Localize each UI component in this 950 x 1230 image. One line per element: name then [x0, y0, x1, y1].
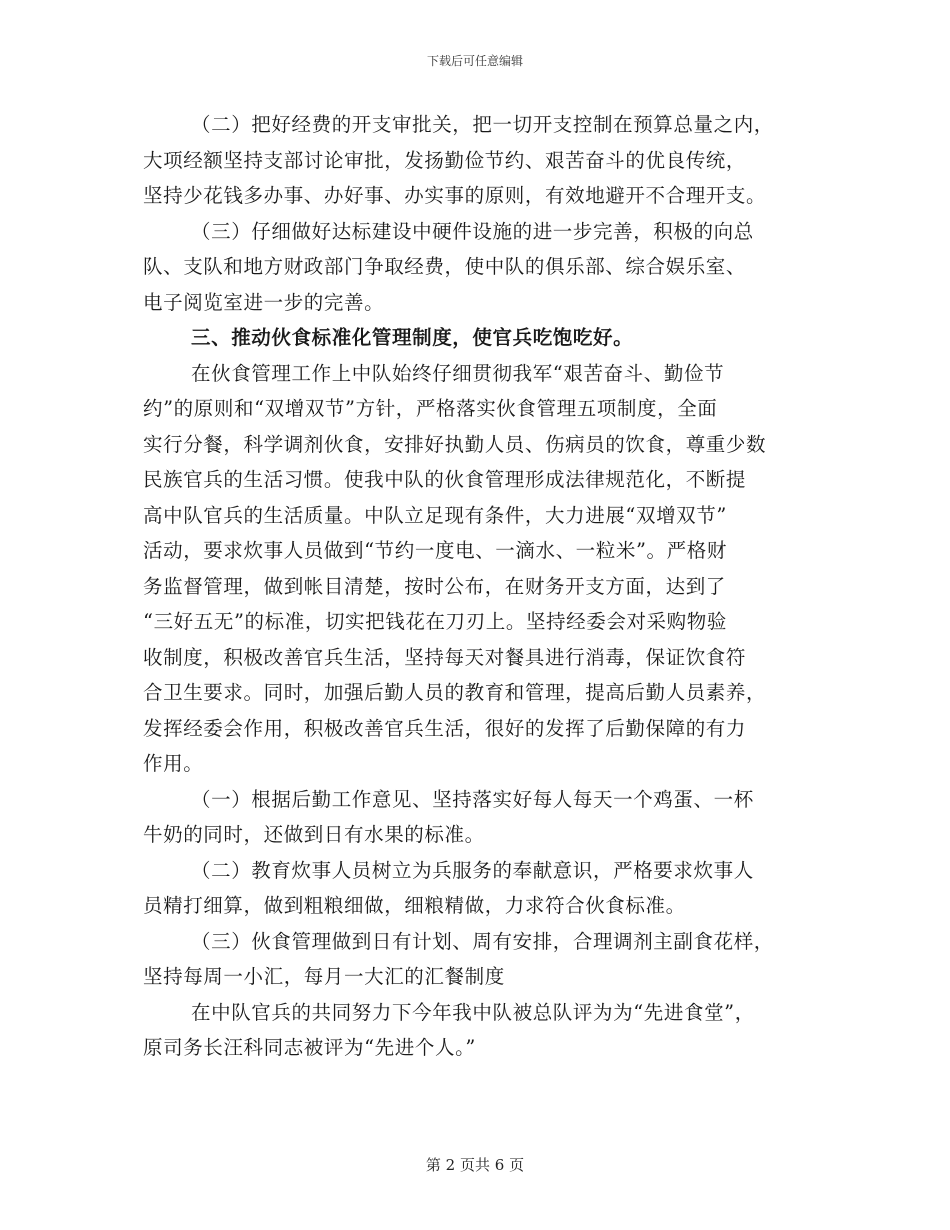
paragraph-award: 在中队官兵的共同努力下今年我中队被总队评为为“先进食堂”， 原司务长汪科同志被评为“先进个人。” — [143, 1000, 755, 1059]
paragraph-food-management: 在伙食管理工作上中队始终仔细贯彻我军“艰苦奋斗、勤俭节 约”的原则和“双增双节”方针，严格落实伙食管理五项制度，全面 实行分餐，科学调剂伙食，安排好执勤人员、伤病员的饮食，尊重少数 民族官兵的生活习惯。使我中队的伙食管理形成法律规范化，不断提 高中队官兵的生活质量。中队立足现有条件，大力进展“双增双节” 活动，要求炊事人员做到“节约一度电、一滴水、一粒米”。严格财 务监督管理，做到帐目清楚，按时公布，在财务开支方面，达到了 “三好五无”的标准，切实把钱花在刀刃上。坚持经委会对采购物验 收制度，积极改善官兵生活，坚持每天对餐具进行消毒，保证饮食符 合卫生要求。同时，加强后勤人员的教育和管理，提高后勤人员素养， 发挥经委会作用，积极改善官兵生活，很好的发挥了后勤保障的有力 作用。 — [143, 361, 767, 775]
paragraph-meal-planning: （三）伙食管理做到日有计划、周有安排，合理调剂主副食花样， 坚持每周一小汇，每月一大汇的汇餐制度 — [143, 929, 774, 988]
paragraph-cook-education: （二）教育炊事人员树立为兵服务的奉献意识，严格要求炊事人 员精打细算，做到粗粮细做，细粮精做，力求符合伙食标准。 — [143, 858, 754, 917]
page-footer: 第 2 页共 6 页 — [425, 1156, 525, 1174]
paragraph-budget-approval: （二）把好经费的开支审批关，把一切开支控制在预算总量之内， 大项经额坚持支部讨论审批，发扬勤俭节约、艰苦奋斗的优良传统， 坚持少花钱多办事、办好事、办实事的原则，有效地避开不合理开支。 — [143, 113, 774, 207]
section-three-heading: 三、推动伙食标准化管理制度，使官兵吃饱吃好。 — [191, 326, 634, 349]
document-body — [143, 107, 813, 1066]
page-header: 下载后可任意编辑 — [426, 54, 523, 68]
paragraph-facilities: （三）仔细做好达标建设中硬件设施的进一步完善，积极的向总 队、支队和地方财政部门争取经费，使中队的俱乐部、综合娱乐室、 电子阅览室进一步的完善。 — [143, 219, 754, 314]
paragraph-egg-milk: （一）根据后勤工作意见、坚持落实好每人每天一个鸡蛋、一杯 牛奶的同时，还做到日有水果的标准。 — [143, 787, 754, 846]
